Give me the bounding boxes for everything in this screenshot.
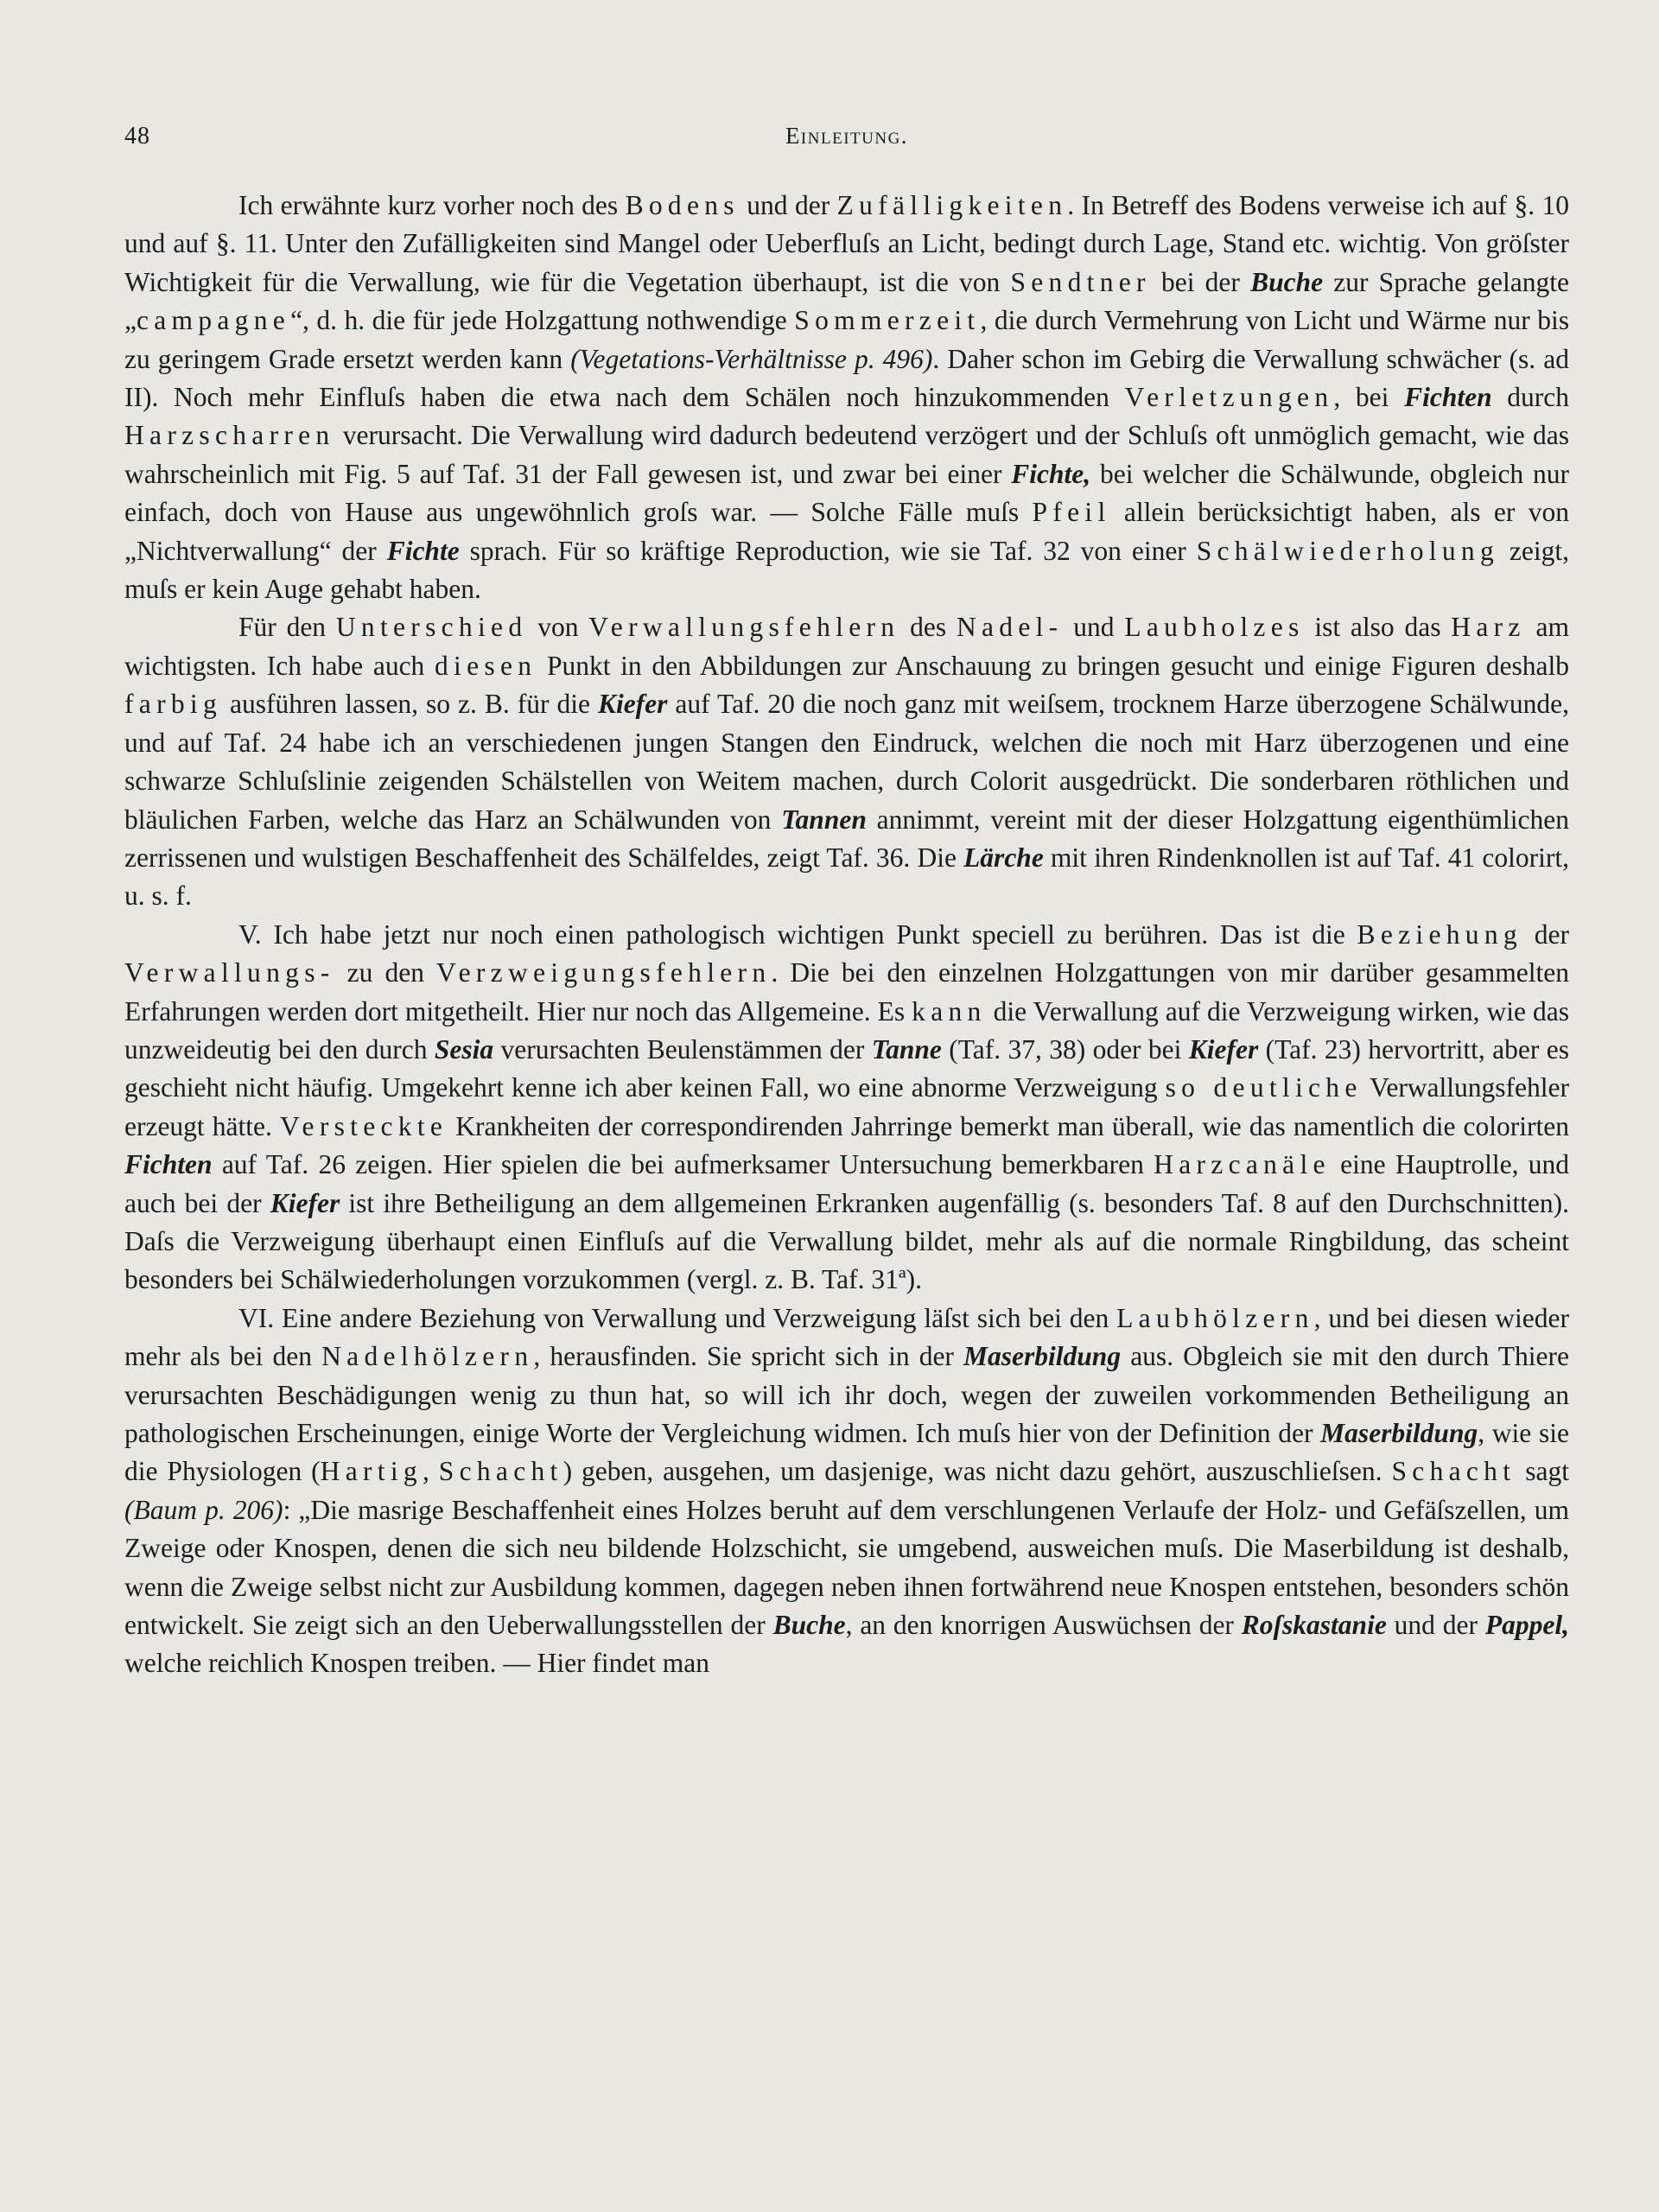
text-run: Harzcanäle (1154, 1149, 1331, 1180)
text-run: , herausfinden. Sie spricht sich in der (533, 1341, 964, 1372)
text-run: . Daher schon im Gebirg die Verwallung schwächer (s. ad II). Noch mehr Einfluſs haben die etwa nach dem Schälen noch hinzukommenden (124, 343, 1569, 413)
text-run: auf Taf. 20 die noch ganz mit weiſsem, trocknem Harze überzogene Schälwunde, und auf Taf. 24 habe ich an verschiedenen jungen Stangen den Eindruck, welchen die noch mit Harz überzogenen und eine schwarze Schluſslinie zeigenden Schälstellen von Weitem machen, durch Colorit ausgedrückt. Die sonderbaren röthlichen und bläulichen Farben, welche das Harz an Schälwunden von (124, 689, 1569, 835)
text-run: die Verwallung auf die Verzweigung wirken, wie das unzweideutig bei den durch (124, 995, 1569, 1065)
text-run: Kiefer (597, 689, 668, 720)
text-run: , an den knorrigen Auswüchsen der (845, 1610, 1242, 1641)
text-run: Verwallungsfehlern (588, 612, 900, 643)
text-run: “, d. h. die für jede Holzgattung nothwendige (290, 305, 795, 336)
text-run: Lärche (963, 842, 1044, 873)
text-run: VI. Eine andere Beziehung von Verwallung und Verzweigung läſst sich bei den (238, 1302, 1117, 1333)
text-run: eine Hauptrolle, und auch bei der (124, 1149, 1570, 1218)
text-run: durch (1491, 382, 1569, 413)
text-run: sagt (1516, 1456, 1569, 1487)
body-text (124, 187, 1569, 1683)
text-run: . Die bei den einzelnen Holzgattungen von mir darüber gesammelten Erfahrungen werden dort mitgetheilt. Hier nur noch das Allgemeine. Es (124, 957, 1569, 1027)
text-run: am wichtigsten. Ich habe auch (124, 612, 1569, 681)
text-run: zur Sprache gelangte „ (124, 266, 1569, 336)
text-run: kann (912, 995, 987, 1027)
text-run: Sesia (434, 1033, 494, 1065)
text-run: (Taf. 23) hervortritt, aber es geschieht nicht häufig. Umgekehrt kenne ich aber keinen Fall, wo eine abnorme Verzweigung (124, 1033, 1569, 1103)
paragraph (124, 1300, 1569, 1683)
text-run: Fichten (1404, 382, 1492, 413)
text-run: Schacht (438, 1456, 563, 1487)
text-run: auf Taf. 26 zeigen. Hier spielen die bei aufmerksamer Untersuchung bemerkbaren (212, 1149, 1154, 1180)
text-run: diesen (435, 650, 537, 681)
text-run: V. Ich habe jetzt nur noch einen pathologisch wichtigen Punkt speciell zu berühren. Das ist die (238, 918, 1357, 950)
text-run: (Baum p. 206) (124, 1494, 283, 1525)
text-run: Laubholzes (1124, 612, 1305, 643)
text-run: Tannen (781, 804, 867, 835)
text-run: Schälwiederholung (1196, 535, 1499, 566)
text-run: des (899, 612, 957, 643)
text-run: Verletzungen (1124, 382, 1334, 413)
text-run: Kiefer (1188, 1033, 1259, 1065)
text-run: Laubhölzern (1116, 1302, 1314, 1333)
page-header (124, 123, 1569, 164)
text-run: annimmt, vereint mit der dieser Holzgattung eigenthümlichen zerrissenen und wulstigen Beschaffenheit des Schälfeldes, zeigt Taf. 36. Die (124, 804, 1570, 873)
text-run: Zufälligkeiten (836, 190, 1068, 220)
text-run: Beziehung (1357, 918, 1522, 950)
text-run: Versteckte (279, 1110, 448, 1141)
text-run: zeigt, muſs er kein Auge gehabt haben. (124, 535, 1569, 605)
text-run: allein berücksichtigt haben, als er von „Nichtverwallung“ der (124, 497, 1569, 566)
text-run: aus. Obgleich sie mit den durch Thiere verursachten Beschädigungen wenig zu thun hat, so will ich ihr doch, wegen der zuweilen vorkommenden Betheiligung an pathologischen Erscheinungen, einige Worte der Vergleichung widmen. Ich muſs hier von der Definition der (124, 1341, 1569, 1448)
text-run: Tanne (871, 1033, 942, 1065)
text-run: sprach. Für so kräftige Reproduction, wie sie Taf. 32 von einer (459, 535, 1197, 566)
text-run: Verwallungsfehler erzeugt hätte. (124, 1072, 1569, 1141)
text-run: Schacht (1391, 1456, 1516, 1487)
text-run: (Vegetations-Verhältnisse p. 496) (570, 343, 933, 374)
text-run: Bodens (625, 190, 740, 220)
text-run: bei der (1150, 266, 1251, 297)
text-run: Fichte, (1011, 458, 1091, 489)
text-run: Nadel- (956, 612, 1064, 643)
text-run: Nadelhölzern (321, 1341, 534, 1372)
text-run: (Taf. 37, 38) oder bei (941, 1033, 1189, 1065)
paragraph (124, 187, 1569, 608)
text-run: Fichten (124, 1149, 213, 1180)
text-run: , und bei diesen wieder mehr als bei den (124, 1302, 1569, 1372)
text-run: Für den (238, 612, 336, 643)
text-run: Unterschied (335, 612, 528, 643)
text-run: ausführen lassen, so z. B. für die (222, 689, 598, 720)
text-run: , die durch Vermehrung von Licht und Wärme nur bis zu geringem Grade ersetzt werden kann (124, 305, 1569, 374)
text-run: Pfeil (1032, 497, 1111, 528)
text-run: Punkt in den Abbildungen zur Anschauung zu bringen gesucht und einige Figuren deshalb (537, 650, 1570, 681)
text-run: und (1063, 612, 1125, 643)
text-run: Ich erwähnte kurz vorher noch des (238, 190, 626, 220)
text-run: farbig (124, 689, 223, 720)
text-run: ist also das (1304, 612, 1452, 643)
text-run: Maserbildung (963, 1341, 1122, 1372)
text-run: , wie sie die Physiologen ( (124, 1418, 1569, 1487)
text-run: verursachten Beulenstämmen der (493, 1033, 872, 1065)
text-run: Sommerzeit (794, 305, 981, 336)
text-run: Pappel, (1484, 1610, 1569, 1641)
text-run: campagne (136, 305, 291, 336)
text-run: Harz (1451, 612, 1526, 643)
text-run: : „Die masrige Beschaffenheit eines Holzes beruht auf dem verschlungenen Verlaufe der Holz- und Gefäſszellen, um Zweige oder Knospen, denen die sich neu bildende Holzschicht, sie umgebend, ausweichen muſs. Die Maserbildung ist deshalb, wenn die Zweige selbst nicht zur Ausbildung kommen, dagegen neben ihnen fortwährend neue Knospen entstehen, besonders schön entwickelt. Sie zeigt sich an den Ueberwallungsstellen der (124, 1494, 1569, 1641)
text-run: Buche (1250, 266, 1324, 297)
text-run: bei welcher die Schälwunde, obgleich nur einfach, doch von Hause aus ungewöhnlich groſs war. — Solche Fälle muſs (124, 458, 1569, 528)
page-number: 48 (124, 123, 150, 149)
text-run: , bei (1333, 382, 1405, 413)
text-run: , (422, 1456, 439, 1487)
text-run: Sendtner (1010, 266, 1151, 297)
paragraph (124, 916, 1569, 1300)
text-run: von (527, 612, 589, 643)
text-run: Verzweigungsfehlern (436, 957, 772, 988)
running-head: Einleitung. (785, 123, 909, 149)
text-run: der (1522, 918, 1569, 950)
text-run: Kiefer (270, 1187, 340, 1218)
text-run: verursacht. Die Verwallung wird dadurch bedeutend verzögert und der Schluſs oft unmöglich gemacht, wie das wahrscheinlich mit Fig. 5 auf Taf. 31 der Fall gewesen ist, und zwar bei einer (124, 420, 1569, 489)
text-run: Buche (772, 1610, 846, 1641)
text-run: ist ihre Betheiligung an dem allgemeinen Erkranken augenfällig (s. besonders Taf. 8 auf den Durchschnitten). Daſs die Verzweigung überhaupt einen Einfluſs auf die Verwallung bildet, mehr als auf die normale Ringbildung, das scheint besonders bei Schälwiederholungen vorzukommen (vergl. z. B. Taf. 31ª). (124, 1187, 1570, 1295)
text-run: Krankheiten der correspondirenden Jahrringe bemerkt man überall, wie das namentlich die colorirten (448, 1110, 1569, 1141)
text-run: zu den (334, 957, 437, 988)
text-run: welche reichlich Knospen treiben. — Hier findet man (124, 1648, 710, 1679)
text-run: Fichte (386, 535, 460, 566)
text-run: Maserbildung (1320, 1418, 1478, 1448)
paragraph (124, 608, 1569, 915)
text-run: Verwallungs- (124, 957, 335, 988)
text-run: Roſskastanie (1241, 1610, 1387, 1641)
text-run: . In Betreff des Bodens verweise ich auf §. 10 und auf §. 11. Unter den Zufälligkeiten sind Mangel oder Ueberfluſs an Licht, bedingt durch Lage, Stand etc. wichtig. Von gröſster Wichtigkeit für die Verwallung, wie für die Vegetation überhaupt, ist die von (124, 190, 1569, 297)
text-run: Hartig (320, 1456, 423, 1487)
text-run: so deutliche (1165, 1072, 1363, 1103)
text-run: und der (739, 190, 837, 220)
text-run: und der (1386, 1610, 1485, 1641)
text-run: mit ihren Rindenknollen ist auf Taf. 41 colorirt, u. s. f. (124, 842, 1569, 912)
text-run: Harzscharren (124, 420, 335, 451)
text-run: ) geben, ausgehen, um dasjenige, was nicht dazu gehört, auszuschlieſsen. (563, 1456, 1392, 1487)
